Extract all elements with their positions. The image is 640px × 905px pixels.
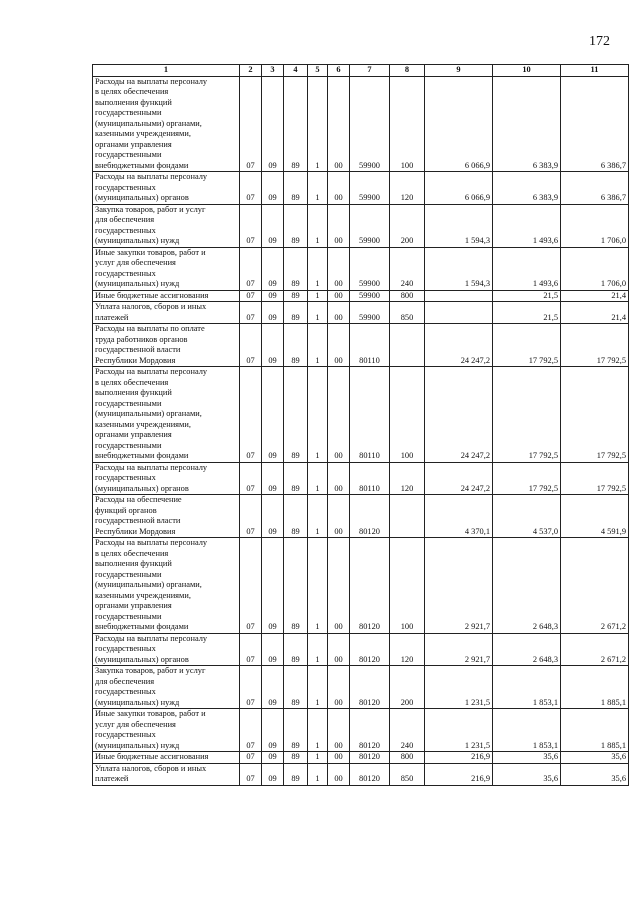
code-cell: 1 [308,666,328,709]
code-cell: 1 [308,462,328,495]
code-cell: 1 [308,302,328,324]
code-cell: 89 [284,633,308,666]
column-header: 3 [262,65,284,77]
code-cell: 59900 [350,204,390,247]
row-description: Расходы на выплаты персоналу государственных (муниципальных) органов [93,172,240,205]
table-row [93,204,629,247]
code-cell: 1 [308,290,328,302]
code-cell: 200 [390,204,425,247]
code-cell: 1 [308,247,328,290]
code-cell: 89 [284,538,308,634]
column-header: 10 [493,65,561,77]
code-cell: 89 [284,302,308,324]
amount-cell: 17 792,5 [493,462,561,495]
table-row [93,538,629,634]
code-cell: 07 [240,324,262,367]
code-cell: 1 [308,709,328,752]
amount-cell: 1 853,1 [493,666,561,709]
code-cell: 80110 [350,324,390,367]
row-description: Закупка товаров, работ и услуг для обеспечения государственных (муниципальных) нужд [93,204,240,247]
table-row [93,752,629,764]
amount-cell: 21,4 [561,302,629,324]
column-header: 11 [561,65,629,77]
code-cell: 00 [328,495,350,538]
amount-cell: 6 066,9 [425,172,493,205]
row-description: Расходы на выплаты персоналу государственных (муниципальных) органов [93,633,240,666]
amount-cell: 6 386,7 [561,172,629,205]
amount-cell: 2 921,7 [425,538,493,634]
row-description: Расходы на выплаты персоналу в целях обеспечения выполнения функций государственными (муниципальными) органами, казенными учреждениями, органами управления государственными внебюджетными фондами [93,538,240,634]
code-cell: 59900 [350,247,390,290]
code-cell: 1 [308,763,328,785]
code-cell [390,495,425,538]
column-header: 9 [425,65,493,77]
row-description: Иные закупки товаров, работ и услуг для обеспечения государственных (муниципальных) нужд [93,709,240,752]
table-row [93,76,629,172]
code-cell: 100 [390,76,425,172]
row-description: Уплата налогов, сборов и иных платежей [93,763,240,785]
amount-cell: 35,6 [493,752,561,764]
code-cell: 89 [284,247,308,290]
amount-cell: 4 591,9 [561,495,629,538]
code-cell: 120 [390,172,425,205]
code-cell: 1 [308,752,328,764]
row-description: Уплата налогов, сборов и иных платежей [93,302,240,324]
code-cell: 07 [240,633,262,666]
code-cell: 240 [390,247,425,290]
amount-cell: 1 706,0 [561,204,629,247]
code-cell: 07 [240,247,262,290]
amount-cell: 1 594,3 [425,204,493,247]
amount-cell: 2 648,3 [493,538,561,634]
table-row [93,666,629,709]
code-cell: 89 [284,76,308,172]
code-cell: 1 [308,172,328,205]
code-cell: 07 [240,752,262,764]
code-cell: 09 [262,324,284,367]
code-cell: 89 [284,666,308,709]
amount-cell: 4 370,1 [425,495,493,538]
code-cell: 1 [308,367,328,463]
code-cell [390,324,425,367]
code-cell: 89 [284,204,308,247]
code-cell: 800 [390,752,425,764]
row-description: Иные бюджетные ассигнования [93,752,240,764]
code-cell: 89 [284,752,308,764]
code-cell: 850 [390,302,425,324]
column-header: 7 [350,65,390,77]
table-row [93,324,629,367]
amount-cell: 1 493,6 [493,247,561,290]
code-cell: 80120 [350,666,390,709]
code-cell: 00 [328,752,350,764]
code-cell: 09 [262,538,284,634]
amount-cell: 216,9 [425,763,493,785]
code-cell: 800 [390,290,425,302]
code-cell: 07 [240,204,262,247]
column-header: 2 [240,65,262,77]
code-cell: 1 [308,633,328,666]
code-cell: 07 [240,462,262,495]
row-description: Иные бюджетные ассигнования [93,290,240,302]
code-cell: 59900 [350,302,390,324]
code-cell: 00 [328,633,350,666]
amount-cell: 2 921,7 [425,633,493,666]
code-cell: 100 [390,367,425,463]
code-cell: 09 [262,247,284,290]
code-cell: 00 [328,709,350,752]
amount-cell: 35,6 [561,752,629,764]
amount-cell: 1 594,3 [425,247,493,290]
code-cell: 59900 [350,172,390,205]
amount-cell: 17 792,5 [561,462,629,495]
code-cell: 59900 [350,290,390,302]
code-cell: 09 [262,633,284,666]
code-cell: 07 [240,763,262,785]
code-cell: 80120 [350,763,390,785]
code-cell: 89 [284,172,308,205]
amount-cell: 6 386,7 [561,76,629,172]
code-cell: 1 [308,204,328,247]
amount-cell: 1 885,1 [561,709,629,752]
code-cell: 80110 [350,367,390,463]
amount-cell: 35,6 [561,763,629,785]
amount-cell: 21,5 [493,290,561,302]
code-cell: 00 [328,763,350,785]
table-row [93,763,629,785]
code-cell: 09 [262,204,284,247]
budget-table [92,64,629,786]
amount-cell: 6 066,9 [425,76,493,172]
amount-cell: 1 231,5 [425,666,493,709]
code-cell: 1 [308,538,328,634]
code-cell: 1 [308,324,328,367]
table-row [93,709,629,752]
table-row [93,172,629,205]
code-cell: 07 [240,367,262,463]
code-cell: 09 [262,302,284,324]
code-cell: 80120 [350,495,390,538]
code-cell: 89 [284,290,308,302]
amount-cell: 216,9 [425,752,493,764]
code-cell: 80120 [350,709,390,752]
amount-cell: 24 247,2 [425,462,493,495]
code-cell: 09 [262,462,284,495]
code-cell: 1 [308,76,328,172]
code-cell: 07 [240,495,262,538]
column-header: 4 [284,65,308,77]
code-cell: 07 [240,709,262,752]
code-cell: 09 [262,752,284,764]
code-cell: 07 [240,290,262,302]
row-description: Расходы на обеспечение функций органов государственной власти Республики Мордовия [93,495,240,538]
amount-cell: 4 537,0 [493,495,561,538]
code-cell: 59900 [350,76,390,172]
code-cell: 89 [284,709,308,752]
code-cell: 1 [308,495,328,538]
code-cell: 89 [284,324,308,367]
row-description: Расходы на выплаты персоналу государственных (муниципальных) органов [93,462,240,495]
code-cell: 07 [240,76,262,172]
code-cell: 00 [328,462,350,495]
amount-cell: 1 493,6 [493,204,561,247]
table-row [93,290,629,302]
amount-cell: 1 231,5 [425,709,493,752]
code-cell: 89 [284,495,308,538]
amount-cell: 35,6 [493,763,561,785]
code-cell: 07 [240,172,262,205]
amount-cell: 1 853,1 [493,709,561,752]
code-cell: 240 [390,709,425,752]
amount-cell: 17 792,5 [561,324,629,367]
code-cell: 120 [390,462,425,495]
column-header: 8 [390,65,425,77]
code-cell: 09 [262,709,284,752]
code-cell: 07 [240,302,262,324]
amount-cell: 21,5 [493,302,561,324]
code-cell: 89 [284,462,308,495]
code-cell: 09 [262,763,284,785]
code-cell: 00 [328,538,350,634]
amount-cell [425,290,493,302]
code-cell: 850 [390,763,425,785]
amount-cell: 2 671,2 [561,633,629,666]
code-cell: 09 [262,367,284,463]
code-cell: 00 [328,324,350,367]
column-header: 6 [328,65,350,77]
row-description: Расходы на выплаты персоналу в целях обеспечения выполнения функций государственными (муниципальными) органами, казенными учреждениями, органами управления государственными внебюджетными фондами [93,76,240,172]
code-cell: 09 [262,172,284,205]
code-cell: 00 [328,302,350,324]
row-description: Закупка товаров, работ и услуг для обеспечения государственных (муниципальных) нужд [93,666,240,709]
code-cell: 09 [262,495,284,538]
amount-cell: 24 247,2 [425,367,493,463]
table-row [93,495,629,538]
column-header: 5 [308,65,328,77]
amount-cell: 2 648,3 [493,633,561,666]
table-row [93,302,629,324]
table-row [93,367,629,463]
code-cell: 100 [390,538,425,634]
code-cell: 200 [390,666,425,709]
row-description: Расходы на выплаты персоналу в целях обеспечения выполнения функций государственными (муниципальными) органами, казенными учреждениями, органами управления государственными внебюджетными фондами [93,367,240,463]
code-cell: 00 [328,666,350,709]
table-row [93,462,629,495]
code-cell: 09 [262,666,284,709]
code-cell: 00 [328,76,350,172]
table-row [93,247,629,290]
amount-cell: 17 792,5 [493,324,561,367]
table-header-row [93,65,629,77]
code-cell: 00 [328,290,350,302]
code-cell: 80120 [350,752,390,764]
code-cell: 80120 [350,633,390,666]
amount-cell: 2 671,2 [561,538,629,634]
column-header: 1 [93,65,240,77]
amount-cell: 1 885,1 [561,666,629,709]
amount-cell [425,302,493,324]
code-cell: 120 [390,633,425,666]
code-cell: 07 [240,538,262,634]
code-cell: 00 [328,367,350,463]
code-cell: 09 [262,76,284,172]
code-cell: 89 [284,763,308,785]
amount-cell: 1 706,0 [561,247,629,290]
code-cell: 00 [328,172,350,205]
code-cell: 80120 [350,538,390,634]
code-cell: 00 [328,204,350,247]
code-cell: 89 [284,367,308,463]
page-number: 172 [589,34,610,49]
code-cell: 07 [240,666,262,709]
amount-cell: 6 383,9 [493,76,561,172]
amount-cell: 17 792,5 [561,367,629,463]
amount-cell: 24 247,2 [425,324,493,367]
row-description: Расходы на выплаты по оплате труда работников органов государственной власти Республики Мордовия [93,324,240,367]
code-cell: 80110 [350,462,390,495]
code-cell: 09 [262,290,284,302]
amount-cell: 17 792,5 [493,367,561,463]
row-description: Иные закупки товаров, работ и услуг для обеспечения государственных (муниципальных) нужд [93,247,240,290]
amount-cell: 6 383,9 [493,172,561,205]
amount-cell: 21,4 [561,290,629,302]
table-row [93,633,629,666]
code-cell: 00 [328,247,350,290]
